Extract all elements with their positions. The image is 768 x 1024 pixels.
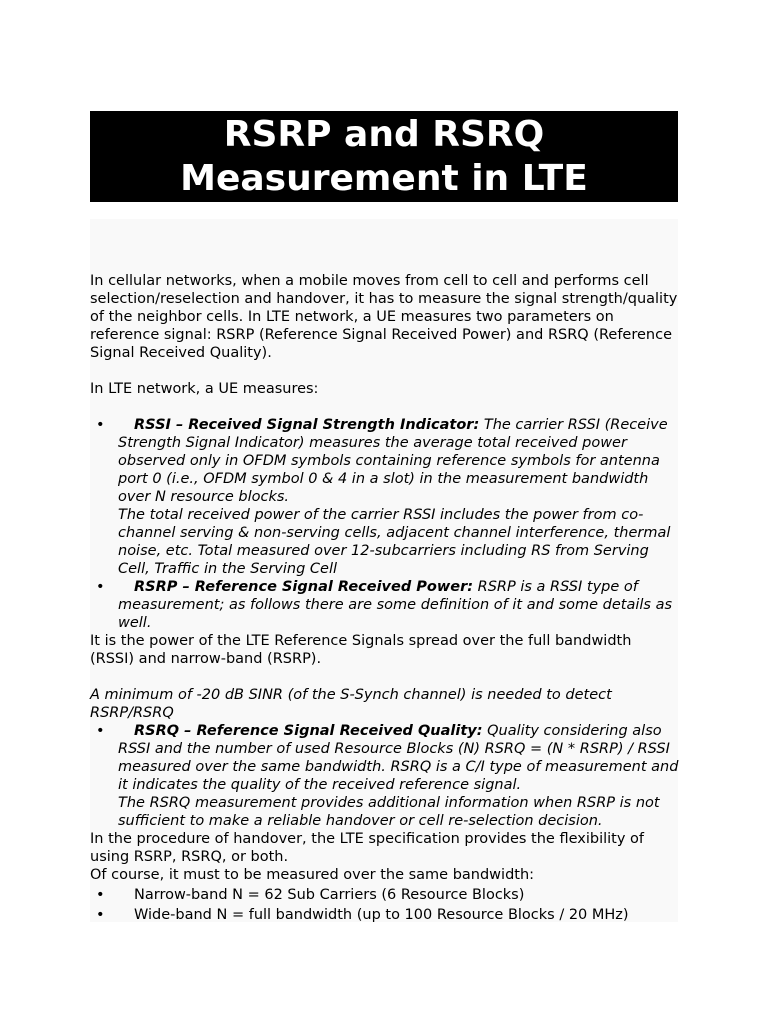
rsrp-text: RSRP is a RSSI type of measurement; as follows there are some definition of it and some details as well. xyxy=(118,579,673,631)
bullet-icon: • xyxy=(96,887,105,903)
measure-list xyxy=(90,416,680,632)
rsrp-term: RSRP – Reference Signal Received Power: xyxy=(134,579,474,595)
rssi-term: RSSI – Received Signal Strength Indicator: xyxy=(134,417,480,433)
lead-paragraph: In LTE network, a UE measures: xyxy=(90,381,319,397)
rsrq-list xyxy=(90,722,680,830)
article-body xyxy=(90,272,680,924)
title-banner xyxy=(90,111,678,202)
bandwidth-lead: Of course, it must to be measured over the same bandwidth: xyxy=(90,867,535,883)
list-item-rsrq xyxy=(90,722,680,830)
bullet-icon: • xyxy=(96,579,105,595)
title-line-2: Measurement in LTE xyxy=(180,158,588,199)
bullet-icon: • xyxy=(96,417,105,433)
rsrq-term: RSRQ – Reference Signal Received Quality: xyxy=(134,723,483,739)
rsrp-definition: It is the power of the LTE Reference Signals spread over the full bandwidth (RSSI) and narrow-band (RSRP). xyxy=(90,633,632,667)
bandwidth-list xyxy=(90,886,680,924)
handover-paragraph: In the procedure of handover, the LTE specification provides the flexibility of using RSRP, RSRQ, or both. xyxy=(90,831,645,865)
sinr-note: A minimum of -20 dB SINR (of the S-Synch channel) is needed to detect RSRP/RSRQ xyxy=(90,687,612,721)
list-item-wide-band xyxy=(90,906,680,924)
narrow-band-text: Narrow-band N = 62 Sub Carriers (6 Resource Blocks) xyxy=(134,887,525,903)
list-item-narrow-band xyxy=(90,886,680,904)
wide-band-text: Wide-band N = full bandwidth (up to 100 Resource Blocks / 20 MHz) xyxy=(134,907,629,923)
rsrq-text: Quality considering also RSSI and the number of used Resource Blocks (N) RSRQ = (N * RSRP) / RSSI measured over the same bandwidth. RSRQ is a C/I type of measurement and it indicates the quality of the received reference signal. xyxy=(118,723,679,793)
intro-paragraph: In cellular networks, when a mobile moves from cell to cell and performs cell selection/reselection and handover, it has to measure the signal strength/quality of the neighbor cells. In LTE network, a UE measures two parameters on reference signal: RSRP (Reference Signal Received Power) and RSRQ (Reference Signal Received Quality). xyxy=(90,273,678,361)
bullet-icon: • xyxy=(96,723,105,739)
rssi-text-2: The total received power of the carrier RSSI includes the power from co-channel serving & non-serving cells, adjacent channel interference, thermal noise, etc. Total measured over 12-subcarriers including RS from Serving Cell, Traffic in the Serving Cell xyxy=(118,507,671,577)
rsrq-text-2: The RSRQ measurement provides additional information when RSRP is not sufficient to make a reliable handover or cell re-selection decision. xyxy=(118,795,660,829)
list-item-rsrp xyxy=(90,578,680,632)
rssi-text: The carrier RSSI (Receive Strength Signal Indicator) measures the average total received power observed only in OFDM symbols containing reference symbols for antenna port 0 (i.e., OFDM symbol 0 & 4 in a slot) in the measurement bandwidth over N resource blocks. xyxy=(118,417,668,505)
list-item-rssi xyxy=(90,416,680,578)
bullet-icon: • xyxy=(96,907,105,923)
title-line-1: RSRP and RSRQ xyxy=(223,114,545,155)
